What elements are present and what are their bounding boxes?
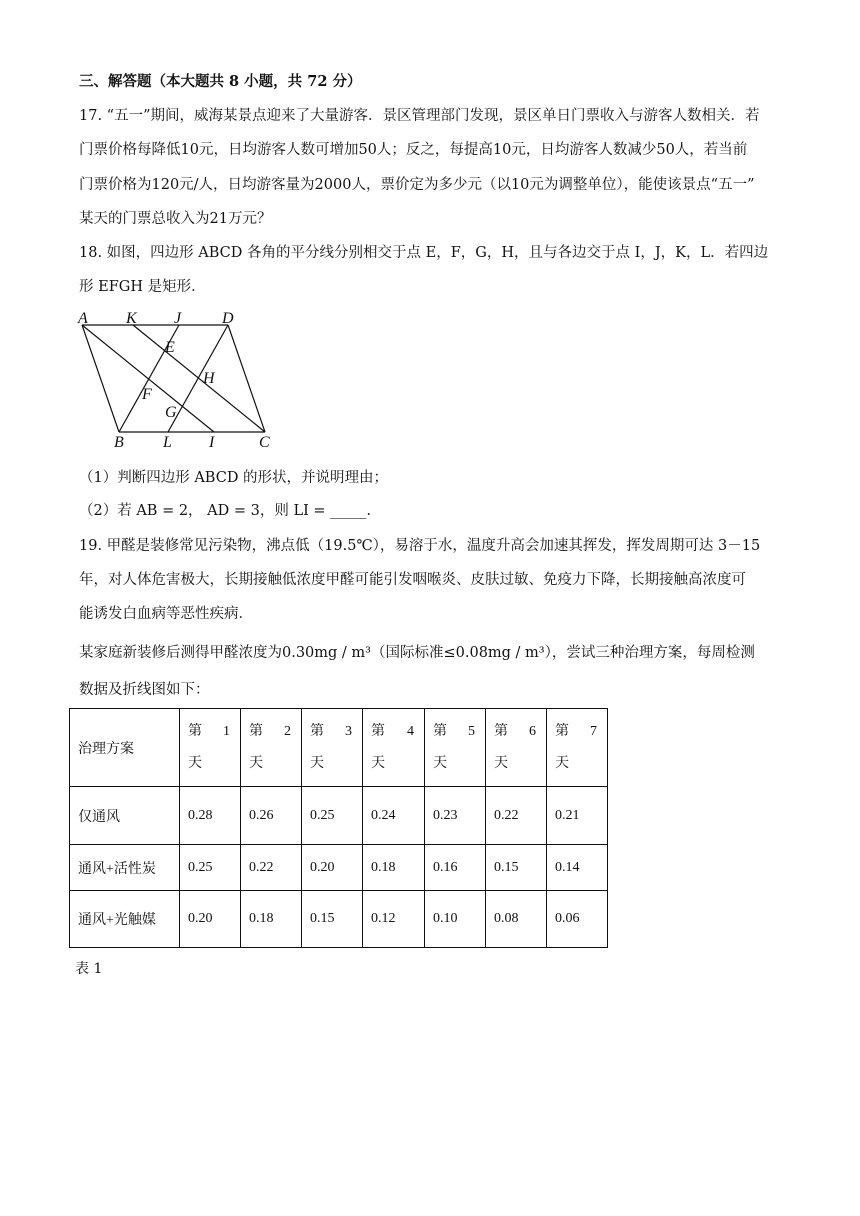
header-day-2: 第 2 天 [241, 709, 302, 787]
table-cell: 0.14 [547, 845, 608, 891]
q19-line-5: 数据及折线图如下： [79, 682, 210, 698]
label-j: J [174, 310, 182, 327]
label-e: E [165, 339, 175, 356]
table-cell: 0.25 [180, 845, 241, 891]
quadrilateral-figure [76, 308, 276, 450]
table-cell: 0.26 [241, 787, 302, 845]
side-dc [228, 325, 265, 432]
q17-line-4: 某天的门票总收入为21万元？ [79, 211, 272, 227]
header-day-1: 第 1 天 [180, 709, 241, 787]
header-day-7: 第 7 天 [547, 709, 608, 787]
table-cell: 0.18 [241, 891, 302, 948]
label-g: G [165, 404, 177, 421]
table-cell: 0.22 [486, 787, 547, 845]
table-cell: 0.18 [363, 845, 425, 891]
side-ab [82, 325, 119, 432]
label-c: C [259, 434, 270, 450]
header-day-4: 第 4 天 [363, 709, 425, 787]
table-row [70, 787, 608, 845]
q19-line-2: 年，对人体危害极大，长期接触低浓度甲醛可能引发咽喉炎、皮肤过敏、免疫力下降，长期接触高浓度可 [79, 572, 746, 588]
bisector-a-i [82, 325, 214, 432]
table-cell: 0.28 [180, 787, 241, 845]
header-day-5: 第 5 天 [425, 709, 486, 787]
q19-line-1: 19. 甲醛是装修常见污染物，沸点低（19.5℃），易溶于水，温度升高会加速其挥发，挥发周期可达 3－15 [79, 538, 761, 554]
label-l: L [163, 434, 172, 450]
table-cell: 0.06 [547, 891, 608, 948]
table-cell: 0.08 [486, 891, 547, 948]
label-f: F [142, 386, 152, 403]
table-cell: 0.22 [241, 845, 302, 891]
row-scheme-label: 仅通风 [70, 787, 180, 845]
row-scheme-label: 通风+光触媒 [70, 891, 180, 948]
table-row [70, 891, 608, 948]
q18-part-2: （2）若 AB = 2， AD = 3，则 LI = _____. [79, 503, 372, 519]
formaldehyde-table [69, 708, 608, 948]
label-i: I [209, 434, 215, 450]
header-day-3: 第 3 天 [302, 709, 363, 787]
q18-part-1: （1）判断四边形 ABCD 的形状，并说明理由； [79, 470, 389, 486]
header-day-6: 第 6 天 [486, 709, 547, 787]
q17-line-1: 17. “五一”期间，威海某景点迎来了大量游客．景区管理部门发现，景区单日门票收入与游客人数相关．若 [79, 108, 760, 124]
table-row [70, 845, 608, 891]
q19-line-3: 能诱发白血病等恶性疾病． [79, 606, 253, 622]
table-cell: 0.16 [425, 845, 486, 891]
table-cell: 0.20 [302, 845, 363, 891]
table-cell: 0.24 [363, 787, 425, 845]
bisector-c-k [133, 325, 265, 432]
label-k: K [126, 310, 137, 327]
label-a: A [78, 310, 88, 327]
header-scheme: 治理方案 [70, 709, 180, 787]
section-title: 三、解答题（本大题共 8 小题，共 72 分） [79, 73, 362, 90]
table-caption: 表 1 [75, 961, 103, 977]
label-b: B [114, 434, 124, 450]
table-cell: 0.12 [363, 891, 425, 948]
label-h: H [203, 370, 215, 387]
q17-line-3: 门票价格为120元/人，日均游客量为2000人，票价定为多少元（以10元为调整单位），能使该景点“五一” [79, 177, 755, 193]
row-scheme-label: 通风+活性炭 [70, 845, 180, 891]
bisector-d-l [168, 325, 228, 432]
q19-line-4: 某家庭新装修后测得甲醛浓度为0.30mg / m³（国际标准≤0.08mg / m³），尝试三种治理方案，每周检测 [79, 645, 755, 661]
table-cell: 0.10 [425, 891, 486, 948]
table-cell: 0.21 [547, 787, 608, 845]
table-cell: 0.15 [486, 845, 547, 891]
label-d: D [222, 310, 234, 327]
table-header-row [70, 709, 608, 787]
q17-line-2: 门票价格每降低10元，日均游客人数可增加50人；反之，每提高10元，日均游客人数减少50人，若当前 [79, 142, 748, 158]
table-cell: 0.25 [302, 787, 363, 845]
q18-line-2: 形 EFGH 是矩形． [79, 279, 206, 295]
table-cell: 0.20 [180, 891, 241, 948]
q18-line-1: 18. 如图，四边形 ABCD 各角的平分线分别相交于点 E，F，G，H，且与各边交于点 I，J，K，L．若四边 [79, 245, 769, 261]
table-cell: 0.23 [425, 787, 486, 845]
table-cell: 0.15 [302, 891, 363, 948]
